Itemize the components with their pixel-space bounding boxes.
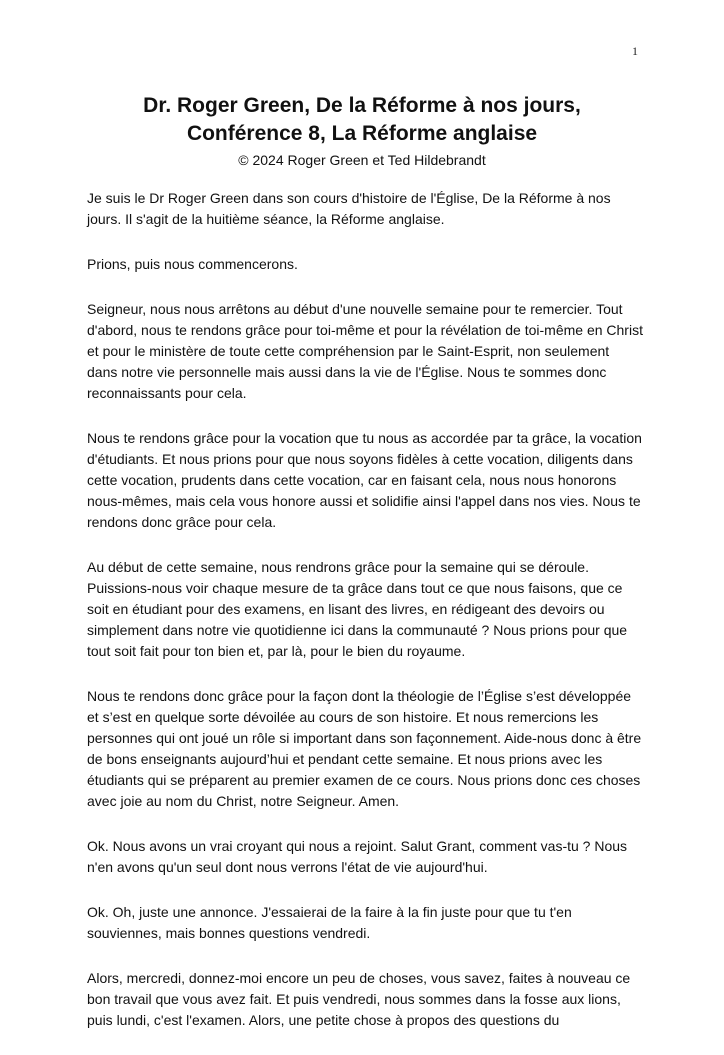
copyright-notice: © 2024 Roger Green et Ted Hildebrandt [238, 152, 486, 168]
paragraph-prayer-vocation: Nous te rendons grâce pour la vocation que tu nous as accordée par ta grâce, la vocation d'étudiants. Et nous prions pour que nous soyons fidèles à cette vocation, diligents dans cette vocation, prudents dans cette vocation, car en faisant cela, nous nous honorons nous-mêmes, mais cela vous honore aussi et solidifie ainsi l'appel dans nos vies. Nous te rendons donc grâce pour cela. [87, 430, 642, 530]
paragraph-schedule: Alors, mercredi, donnez-moi encore un peu de choses, vous savez, faites à nouveau ce bon travail que vous avez fait. Et puis vendredi, nous sommes dans la fosse aux lions, puis lundi, c'est l'examen. Alors, une petite chose à propos des questions du [87, 970, 631, 1028]
paragraph-prayer-thanks: Seigneur, nous nous arrêtons au début d'une nouvelle semaine pour te remercier. Tout d'abord, nous te rendons grâce pour toi-même et pour la révélation de toi-même en Christ et pour le ministère de toute cette compréhension par le Saint-Esprit, non seulement dans notre vie personnelle mais aussi dans la vie de l'Église. Nous te sommes donc reconnaissants pour cela. [87, 301, 643, 401]
paragraph-prayer-theology: Nous te rendons donc grâce pour la façon dont la théologie de l’Église s’est développée et s’est en quelque sorte dévoilée au cours de son histoire. Et nous remercions les personnes qui ont joué un rôle si important dans son façonnement. Aide-nous donc à être de bons enseignants aujourd’hui et pendant cette semaine. Et nous prions avec les étudiants qui se préparent au premier examen de ce cours. Nous prions donc ces choses avec joie au nom du Christ, notre Seigneur. Amen. [87, 688, 642, 809]
document-title-line-2: Conférence 8, La Réforme anglaise [186, 122, 538, 145]
paragraph-intro: Je suis le Dr Roger Green dans son cours d'histoire de l'Église, De la Réforme à nos jours. Il s'agit de la huitième séance, la Réforme anglaise. [87, 190, 611, 227]
page-number: 1 [632, 44, 638, 58]
paragraph-prayer-week: Au début de cette semaine, nous rendrons grâce pour la semaine qui se déroule. Puissions-nous voir chaque mesure de ta grâce dans tout ce que nous faisons, que ce soit en étudiant pour des examens, en lisant des livres, en rédigeant des devoirs ou simplement dans notre vie quotidienne ici dans la communauté ? Nous prions pour que tout soit fait pour ton bien et, par là, pour le bien du royaume. [87, 559, 628, 659]
paragraph-announcement: Ok. Oh, juste une annonce. J'essaierai de la faire à la fin juste pour que tu t'en souviennes, mais bonnes questions vendredi. [87, 904, 572, 941]
document-body [87, 188, 643, 1055]
paragraph-greeting: Ok. Nous avons un vrai croyant qui nous a rejoint. Salut Grant, comment vas-tu ? Nous n'en avons qu'un seul dont nous verrons l'état de vie aujourd'hui. [87, 838, 628, 875]
document-title-line-1: Dr. Roger Green, De la Réforme à nos jours, [143, 94, 581, 117]
paragraph-prayer-invitation: Prions, puis nous commencerons. [87, 256, 298, 272]
document-header [0, 92, 724, 170]
